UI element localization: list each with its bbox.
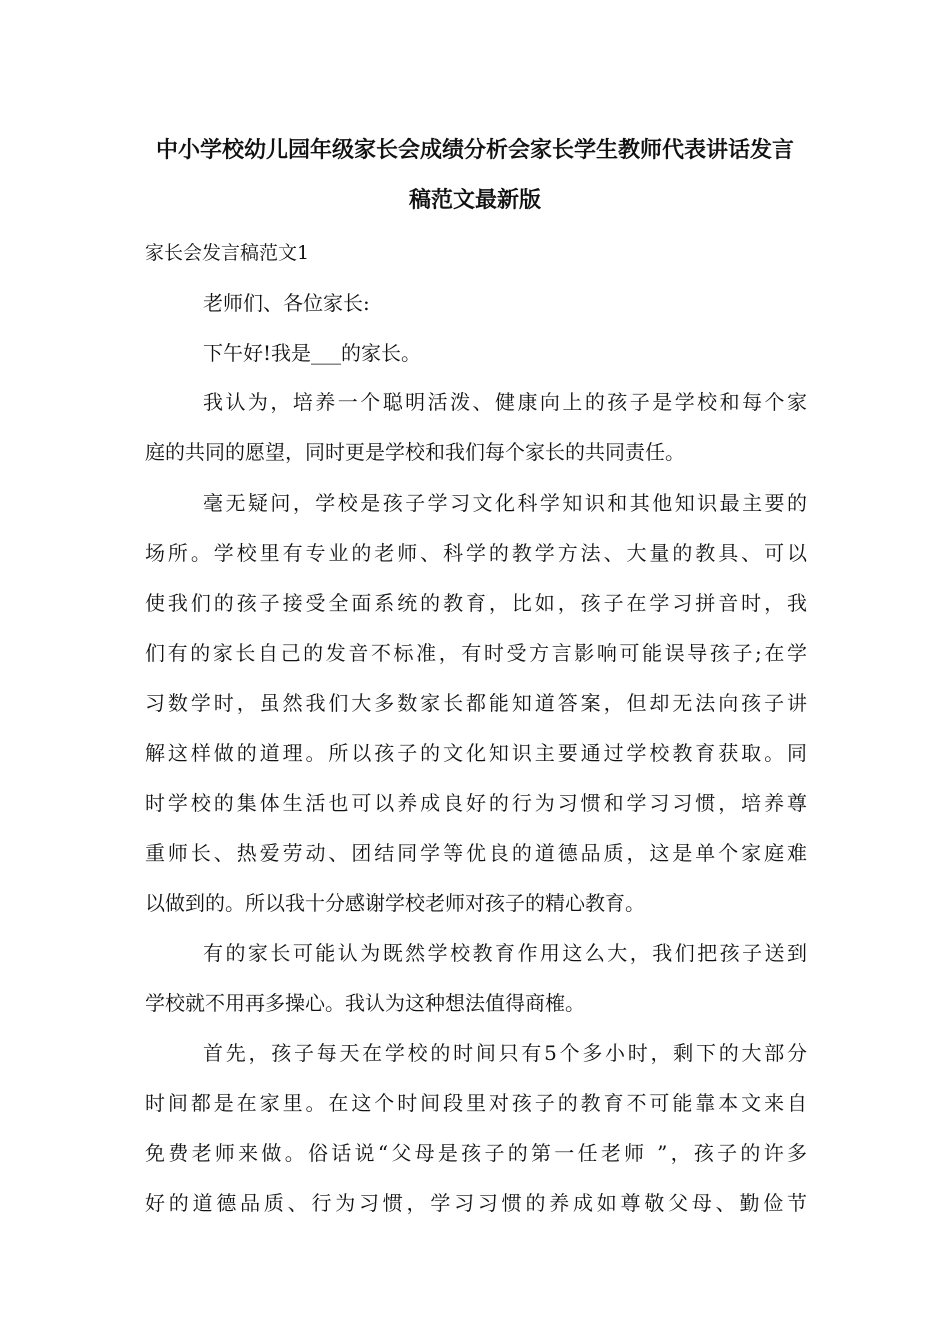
text-line: 时学校的集体生活也可以养成良好的行为习惯和学习习惯，培养尊 bbox=[145, 791, 807, 815]
section-heading: 家长会发言稿范文1 bbox=[145, 242, 310, 264]
text-line: 好的道德品质、行为习惯，学习习惯的养成如尊敬父母、勤俭节 bbox=[145, 1191, 807, 1215]
text-line: 老师们、各位家长: bbox=[203, 291, 370, 315]
text-line: 们有的家长自己的发音不标准，有时受方言影响可能误导孩子;在学 bbox=[145, 641, 807, 665]
text-line: 我认为，培养一个聪明活泼、健康向上的孩子是学校和每个家 bbox=[203, 390, 807, 414]
text-line: 有的家长可能认为既然学校教育作用这么大，我们把孩子送到 bbox=[203, 941, 807, 965]
text-line: 首先，孩子每天在学校的时间只有5个多小时，剩下的大部分 bbox=[203, 1041, 807, 1065]
text-line: 下午好!我是___的家长。 bbox=[203, 341, 422, 365]
document-title-line-1: 中小学校幼儿园年级家长会成绩分析会家长学生教师代表讲话发言 bbox=[155, 138, 794, 163]
text-line: 解这样做的道理。所以孩子的文化知识主要通过学校教育获取。同 bbox=[145, 741, 807, 765]
document-title-line-2: 稿范文最新版 bbox=[408, 188, 541, 213]
text-line: 庭的共同的愿望，同时更是学校和我们每个家长的共同责任。 bbox=[145, 440, 685, 464]
text-line: 重师长、热爱劳动、团结同学等优良的道德品质，这是单个家庭难 bbox=[145, 841, 807, 865]
text-line: 习数学时，虽然我们大多数家长都能知道答案，但却无法向孩子讲 bbox=[145, 691, 807, 715]
text-line: 使我们的孩子接受全面系统的教育，比如，孩子在学习拼音时，我 bbox=[145, 591, 807, 615]
text-line: 以做到的。所以我十分感谢学校老师对孩子的精心教育。 bbox=[145, 891, 645, 915]
text-line: 学校就不用再多操心。我认为这种想法值得商榷。 bbox=[145, 991, 585, 1015]
text-line: 场所。学校里有专业的老师、科学的教学方法、大量的教具、可以 bbox=[145, 541, 807, 565]
text-line: 时间都是在家里。在这个时间段里对孩子的教育不可能靠本文来自 bbox=[145, 1091, 807, 1115]
text-line: 毫无疑问，学校是孩子学习文化科学知识和其他知识最主要的 bbox=[203, 491, 807, 515]
text-line: 免费老师来做。俗话说“父母是孩子的第一任老师 ”，孩子的许多 bbox=[145, 1141, 807, 1165]
